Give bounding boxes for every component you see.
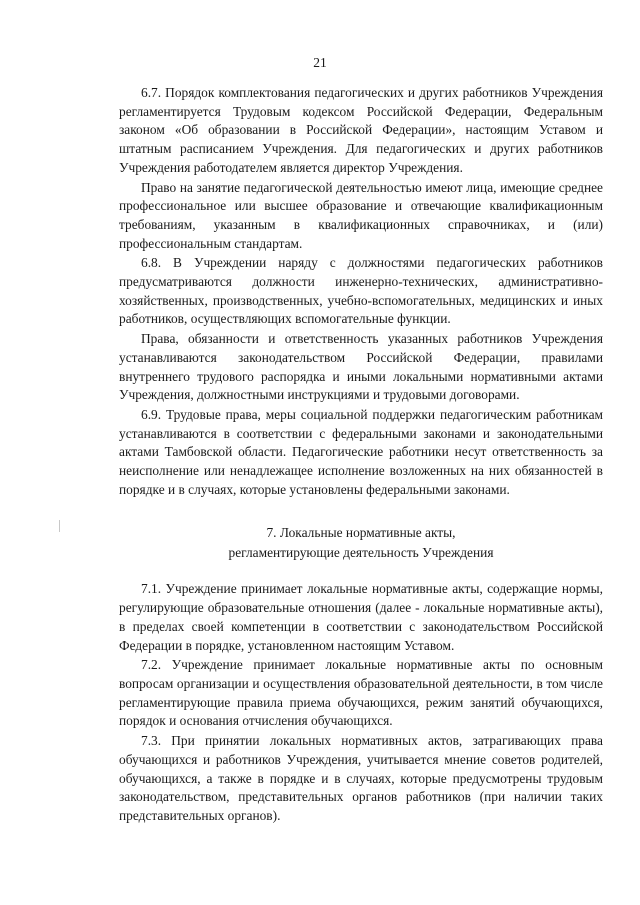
- section-7-heading-line1: 7. Локальные нормативные акты,: [266, 525, 456, 541]
- paragraph-6-7: 6.7. Порядок комплектования педагогических и других работников Учреждения регламентируется Трудовым кодексом Российской Федерации, Федеральным законом «Об образовании в Российской Федерации», настоящим Уставом и штатным расписанием Учреждения. Для педагогических и других работников Учреждения работодателем является директор Учреждения.: [119, 85, 603, 175]
- document-body: [119, 84, 603, 826]
- paragraph-6-8-rights: Права, обязанности и ответственность указанных работников Учреждения устанавливаются законодательством Российской Федерации, правилами внутреннего трудового распорядка и иными локальными нормативными актами Учреждения, должностными инструкциями и трудовыми договорами.: [119, 331, 603, 403]
- paragraph-6-7-qualifications: Право на занятие педагогической деятельностью имеют лица, имеющие среднее профессиональное или высшее образование и отвечающие квалификационным требованиям, указанным в квалификационных справочниках, и (или) профессиональным стандартам.: [119, 179, 603, 251]
- margin-mark: [59, 520, 60, 532]
- paragraph-6-8: 6.8. В Учреждении наряду с должностями педагогических работников предусматриваются должности инженерно-технических, административно-хозяйственных, производственных, учебно-вспомогательных, медицинских и иных работников, осуществляющих вспомогательные функции.: [119, 255, 603, 327]
- page-number: 21: [313, 55, 327, 70]
- paragraph-6-9: 6.9. Трудовые права, меры социальной поддержки педагогическим работникам устанавливаются в соответствии с федеральными законами и законодательными актами Тамбовской области. Педагогические работники несут ответственность за неисполнение или ненадлежащее исполнение возложенных на них обязанностей в порядке и в случаях, которые установлены федеральными законами.: [119, 406, 603, 497]
- section-7-heading: [119, 523, 603, 563]
- section-7-heading-line2: регламентирующие деятельность Учреждения: [228, 545, 494, 561]
- paragraph-7-3: 7.3. При принятии локальных нормативных актов, затрагивающих права обучающихся и работников Учреждения, учитывается мнение советов родителей, обучающихся, а также в порядке и в случаях, которые предусмотрены трудовым законодательством, представительных органов работников (при наличии таких представительных органов).: [119, 733, 603, 823]
- paragraph-7-2: 7.2. Учреждение принимает локальные нормативные акты по основным вопросам организации и осуществления образовательной деятельности, в том числе регламентирующие правила приема обучающихся, режим занятий обучающихся, порядок и основания отчисления обучающихся.: [119, 657, 603, 729]
- paragraph-7-1: 7.1. Учреждение принимает локальные нормативные акты, содержащие нормы, регулирующие образовательные отношения (далее - локальные нормативные акты), в пределах своей компетенции в соответствии с законодательством Российской Федерации в порядке, установленном настоящим Уставом.: [119, 581, 603, 653]
